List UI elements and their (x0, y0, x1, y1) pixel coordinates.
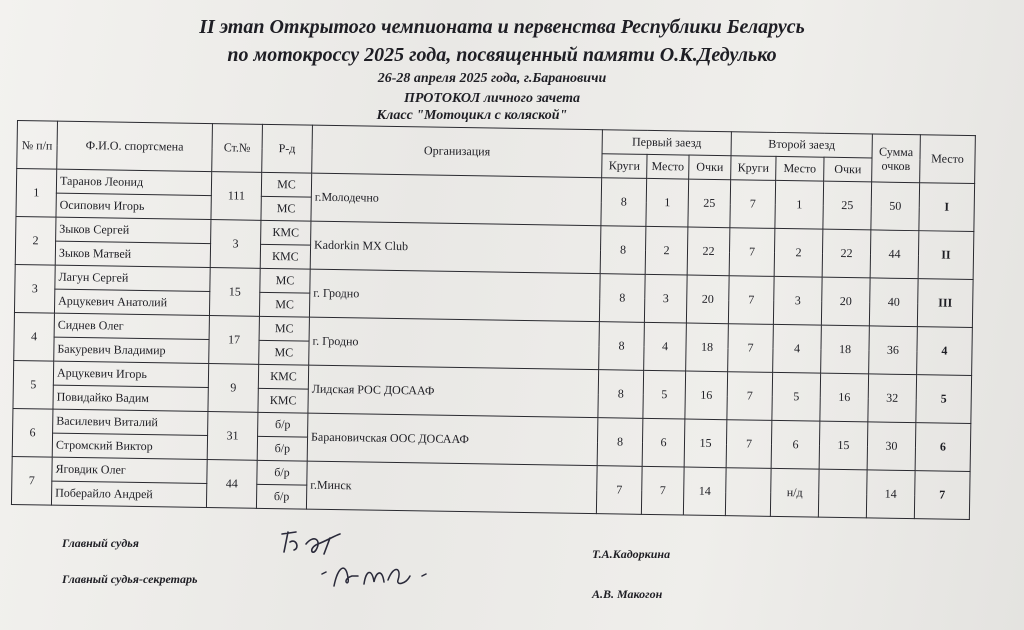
race2-place: 6 (771, 420, 820, 469)
final-place: 6 (915, 423, 971, 472)
sum-points: 32 (868, 374, 917, 423)
rider-rank: МС (259, 292, 309, 317)
row-num: 5 (13, 360, 54, 409)
race2-laps: 7 (726, 420, 772, 469)
rider-rank: КМС (261, 220, 311, 245)
race2-laps: 7 (728, 324, 774, 373)
race2-points: 15 (819, 421, 868, 470)
col-laps2: Круги (731, 156, 776, 181)
col-race2: Второй заезд (731, 132, 872, 158)
race1-place: 2 (645, 226, 688, 275)
race1-place: 4 (644, 322, 687, 371)
race1-points: 25 (688, 179, 731, 228)
rider-name: Стромский Виктор (52, 433, 207, 459)
rider-name: Бакуревич Владимир (54, 337, 209, 363)
row-num: 6 (12, 408, 53, 457)
rider-rank: МС (260, 268, 310, 293)
race2-place: 4 (773, 324, 822, 373)
race1-points: 14 (683, 467, 726, 516)
col-points2: Очки (824, 157, 872, 182)
secretary-signature (318, 558, 430, 592)
race2-points: 18 (821, 325, 870, 374)
rider-rank: МС (259, 340, 309, 365)
final-place: III (917, 279, 973, 328)
header-row-1 (17, 121, 975, 160)
race2-laps: 7 (728, 276, 774, 325)
organization: г. Гродно (309, 317, 600, 370)
race1-laps: 8 (599, 274, 645, 323)
start-number: 31 (207, 412, 258, 461)
race2-laps: 7 (727, 372, 773, 421)
race2-points: 20 (821, 277, 870, 326)
rider-rank: КМС (260, 244, 310, 269)
title-line-1: II этап Открытого чемпионата и первенства Республики Беларусь (199, 16, 805, 38)
sum-points: 50 (871, 182, 920, 231)
rider-name: Зыков Сергей (56, 217, 211, 243)
rider-rank: б/р (257, 460, 307, 485)
organization: г.Минск (306, 461, 597, 514)
start-number: 3 (210, 220, 261, 269)
final-place: 5 (916, 375, 972, 424)
race2-laps: 7 (729, 228, 775, 277)
col-rank: Р-д (262, 124, 313, 173)
organization: Лидская РОС ДОСААФ (308, 365, 599, 418)
col-final: Место (920, 135, 976, 184)
rider-name: Таранов Леонид (56, 169, 211, 195)
rider-rank: МС (261, 196, 311, 221)
sum-points: 44 (870, 230, 919, 279)
secretary-name: А.В. Макогон (592, 587, 663, 601)
chief-judge-signature (278, 526, 358, 560)
event-dates: 26-28 апреля 2025 года, г.Барановичи (377, 71, 607, 86)
race1-place: 7 (641, 466, 684, 515)
protocol-title: ПРОТОКОЛ личного зачета (403, 91, 581, 106)
race1-laps: 7 (596, 466, 642, 515)
rider-rank: КМС (258, 364, 308, 389)
row-num: 1 (16, 169, 57, 218)
rider-name: Яговдик Олег (52, 457, 207, 483)
sum-points: 30 (867, 422, 916, 471)
organization: Барановичская ООС ДОСААФ (307, 413, 598, 466)
class-title: Класс "Мотоцикл с коляской" (376, 108, 568, 123)
race2-points: 25 (823, 181, 872, 230)
row-num: 4 (14, 312, 55, 361)
race1-place: 1 (646, 178, 689, 227)
sum-points: 36 (869, 326, 918, 375)
race2-laps: 7 (730, 180, 776, 229)
race2-points: 16 (820, 373, 869, 422)
race1-place: 5 (643, 370, 686, 419)
sum-points: 40 (869, 278, 918, 327)
rider-name: Поберайло Андрей (51, 481, 206, 507)
col-race1: Первый заезд (602, 130, 731, 156)
rider-rank: б/р (258, 412, 308, 437)
final-place: 4 (917, 327, 973, 376)
race1-points: 16 (685, 371, 728, 420)
race2-place: 5 (772, 372, 821, 421)
col-name: Ф.И.О. спортсмена (57, 121, 213, 171)
race2-points (818, 469, 867, 518)
rider-rank: МС (259, 316, 309, 341)
final-place: I (919, 183, 975, 232)
secretary-label: Главный судья-секретарь (62, 572, 198, 586)
rider-name: Повидайко Вадим (53, 385, 208, 411)
organization: г. Гродно (309, 269, 600, 322)
race2-place: 3 (773, 276, 822, 325)
col-laps1: Круги (602, 154, 647, 179)
sum-points: 14 (866, 470, 915, 519)
race2-place: 2 (774, 228, 823, 277)
title-line-2: по мотокроссу 2025 года, посвященный памяти О.К.Дедулько (227, 44, 777, 66)
start-number: 111 (211, 172, 262, 221)
row-num: 2 (15, 216, 56, 265)
race1-laps: 8 (601, 178, 647, 227)
rider-name: Сиднев Олег (54, 313, 209, 339)
race1-points: 22 (687, 227, 730, 276)
rider-name: Зыков Матвей (55, 241, 210, 267)
rider-rank: б/р (257, 436, 307, 461)
rider-name: Арцукевич Анатолий (54, 289, 209, 315)
chief-judge-label: Главный судья (62, 536, 139, 550)
final-place: 7 (914, 471, 970, 520)
rider-rank: КМС (258, 388, 308, 413)
col-sum: Сумма очков (872, 134, 921, 183)
col-points1: Очки (689, 155, 731, 180)
rider-rank: б/р (256, 484, 306, 509)
start-number: 44 (206, 460, 257, 509)
col-org: Организация (312, 125, 603, 178)
race2-laps (725, 468, 771, 517)
race2-place: н/д (770, 468, 819, 517)
organization: г.Молодечно (311, 173, 602, 226)
col-num: № п/п (17, 121, 58, 170)
rider-rank: МС (261, 172, 311, 197)
race1-place: 3 (644, 274, 687, 323)
final-place: II (918, 231, 974, 280)
col-place1: Место (647, 154, 689, 179)
race1-laps: 8 (600, 226, 646, 275)
chief-judge-name: Т.А.Кадоркина (592, 547, 671, 561)
rider-name: Лагун Сергей (55, 265, 210, 291)
start-number: 15 (209, 268, 260, 317)
rider-name: Арцукевич Игорь (53, 361, 208, 387)
rider-name: Осипович Игорь (56, 193, 211, 219)
race1-laps: 8 (597, 418, 643, 467)
row-num: 7 (11, 456, 52, 505)
race2-points: 22 (822, 229, 871, 278)
race2-place: 1 (775, 180, 824, 229)
row-num: 3 (14, 264, 55, 313)
race1-points: 20 (686, 275, 729, 324)
race1-points: 18 (686, 323, 729, 372)
col-place2: Место (776, 156, 824, 181)
race1-laps: 8 (599, 322, 645, 371)
race1-place: 6 (642, 418, 685, 467)
organization: Kadorkin MX Club (310, 221, 601, 274)
start-number: 17 (209, 316, 260, 365)
start-number: 9 (208, 364, 259, 413)
results-table (11, 120, 976, 520)
rider-name: Василевич Виталий (53, 409, 208, 435)
race1-laps: 8 (598, 370, 644, 419)
race1-points: 15 (684, 419, 727, 468)
col-start: Ст.№ (212, 124, 263, 173)
